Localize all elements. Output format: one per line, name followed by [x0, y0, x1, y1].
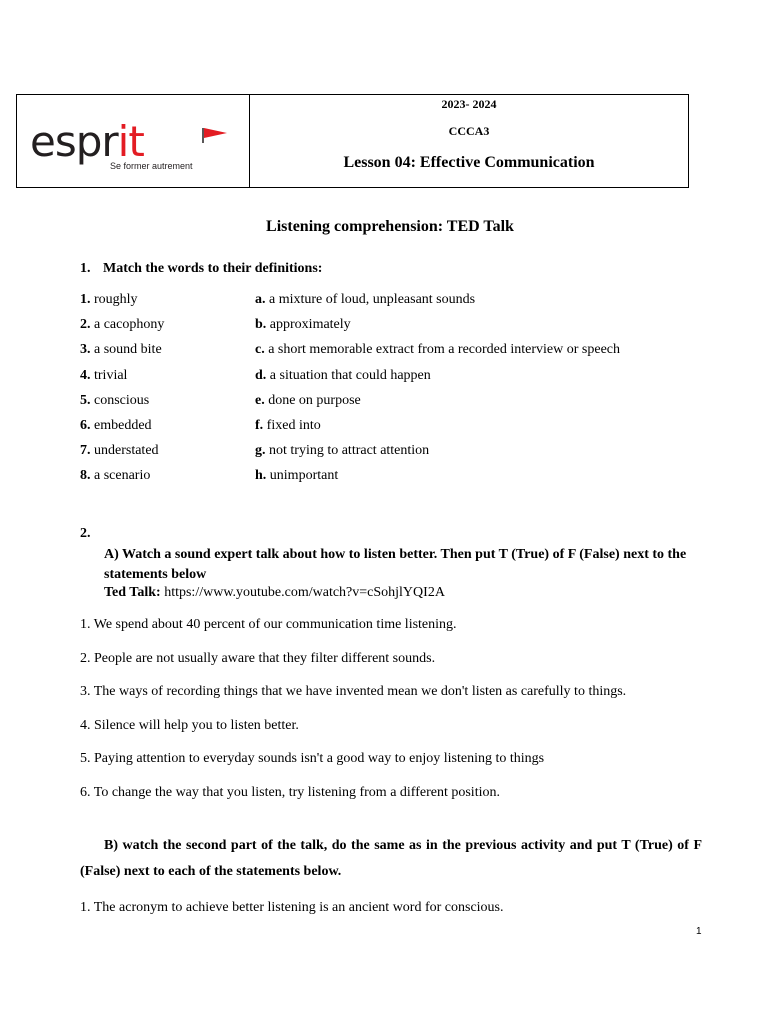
match-row — [80, 443, 720, 468]
logo-wordmark: esprit — [30, 117, 144, 166]
matching-table — [80, 292, 720, 494]
section1-heading: 1. Match the words to their definitions: — [80, 261, 323, 276]
definition-item: g. not trying to attract attention — [255, 443, 430, 459]
word-item: 2. a cacophony — [80, 317, 165, 333]
word-item: 4. trivial — [80, 367, 128, 383]
match-row — [80, 342, 720, 367]
definition-item: d. a situation that could happen — [255, 367, 431, 383]
match-row — [80, 418, 720, 443]
match-row — [80, 317, 720, 342]
section2a-instructions: A) Watch a sound expert talk about how to listen better. Then put T (True) of F (False) next to the statements below — [104, 547, 687, 582]
statement-item: 4. Silence will help you to listen better. — [80, 718, 299, 733]
ted-label: Ted Talk: — [104, 585, 161, 600]
statement-item: 2. People are not usually aware that they filter different sounds. — [80, 651, 436, 666]
logo-tagline: Se former autrement — [110, 161, 193, 171]
match-row — [80, 368, 720, 393]
lesson-title: Lesson 04: Effective Communication — [343, 154, 595, 171]
page-number: 1 — [696, 926, 702, 937]
match-row — [80, 292, 720, 317]
word-item: 3. a sound bite — [80, 342, 162, 358]
match-row — [80, 468, 720, 493]
definition-item: f. fixed into — [255, 417, 321, 433]
flag-icon — [202, 127, 228, 143]
word-item: 5. conscious — [80, 392, 150, 408]
word-item: 6. embedded — [80, 417, 152, 433]
ted-url-link[interactable]: https://www.youtube.com/watch?v=cSohjlYQI2A — [164, 585, 445, 600]
esprit-logo — [30, 119, 230, 175]
match-row — [80, 393, 720, 418]
section2b-instructions: B) watch the second part of the talk, do the same as in the previous activity and put T (True) of F (False) next to each of the statements below. — [80, 838, 702, 879]
course-code: CCCA3 — [448, 124, 490, 138]
page-title: Listening comprehension: TED Talk — [266, 218, 514, 235]
statement-item: 1. The acronym to achieve better listening is an ancient word for conscious. — [80, 900, 504, 915]
statement-item: 3. The ways of recording things that we have invented mean we don't listen as carefully to things. — [80, 684, 627, 699]
statement-item: 1. We spend about 40 percent of our communication time listening. — [80, 617, 457, 632]
section2-number: 2. — [80, 526, 91, 541]
definition-item: c. a short memorable extract from a recorded interview or speech — [255, 342, 621, 358]
logo-cell — [17, 95, 250, 187]
definition-item: h. unimportant — [255, 468, 339, 484]
word-item: 8. a scenario — [80, 468, 151, 484]
statement-item: 6. To change the way that you listen, try listening from a different position. — [80, 785, 500, 800]
statement-item: 5. Paying attention to everyday sounds isn't a good way to enjoy listening to things — [80, 751, 545, 766]
word-item: 7. understated — [80, 443, 159, 459]
word-item: 1. roughly — [80, 292, 138, 307]
header-table — [16, 94, 689, 188]
academic-year: 2023- 2024 — [441, 97, 497, 111]
header-info-cell — [250, 95, 688, 187]
definition-item: b. approximately — [255, 317, 351, 333]
definition-item: e. done on purpose — [255, 392, 361, 408]
ted-talk-reference — [104, 585, 445, 601]
definition-item: a. a mixture of loud, unpleasant sounds — [255, 292, 476, 307]
